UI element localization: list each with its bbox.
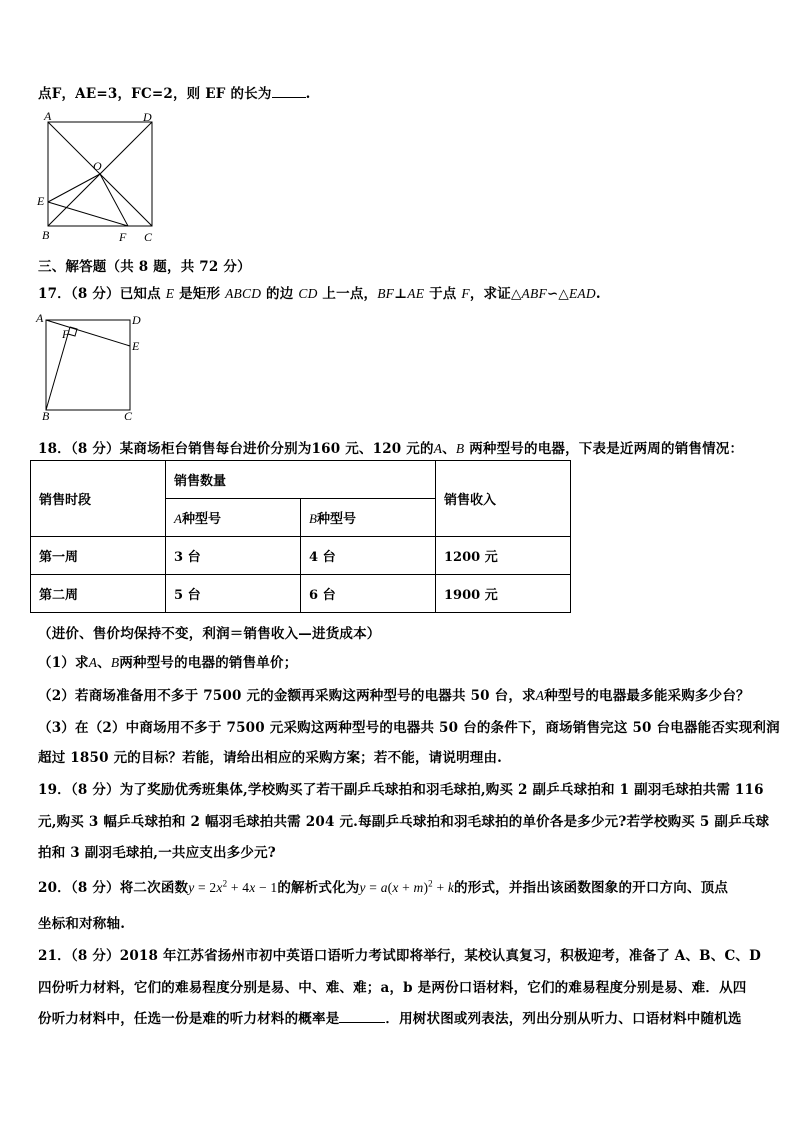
q18-p2-a: （2）若商场准备用不多于 7500 元的金额再采购这两种型号的电器共 50 台，求 [38, 688, 536, 704]
label-a: A [44, 109, 52, 123]
q17-abf: ABF [521, 286, 547, 301]
q18-suffix: 两种型号的电器，下表是近两周的销售情况： [464, 441, 744, 457]
header-type-b-label: 种型号 [316, 512, 356, 527]
q17-prefix: 17．（8 分）已知点 [38, 286, 161, 302]
q17-abcd: ABCD [225, 286, 262, 301]
q18-part1 [38, 651, 297, 671]
q17-t7: ∽△ [546, 286, 569, 302]
q19-line1: 19．（8 分）为了奖励优秀班集体,学校购买了若干副乒乓球拍和羽毛球拍,购买 2 副乒乓球拍和 1 副羽毛球拍共需 116 [38, 782, 764, 798]
q17-t2: 的边 [261, 286, 299, 302]
q18-p2-type-a: A [535, 688, 545, 703]
header-type-a-letter: A [174, 511, 182, 526]
q18-p1-a: （1）求 [38, 655, 89, 671]
cell-income: 1200 元 [436, 537, 571, 575]
q21-line1: 21．（8 分）2018 年江苏省扬州市初中英语口语听力考试即将举行，某校认真复习，积极迎考，准备了 A、B、C、D [38, 948, 762, 964]
label-b: B [42, 409, 50, 422]
label-d: D [132, 313, 141, 327]
cell-income: 1900 元 [436, 575, 571, 613]
label-b: B [42, 228, 50, 242]
figure-q17-rectangle [32, 310, 152, 422]
q18-p2-b: 种型号的电器最多能采购多少台？ [544, 688, 750, 704]
q17-t4: ⊥ [394, 286, 408, 302]
q19-line3: 拍和 3 副羽毛球拍,一共应支出多少元? [38, 845, 276, 861]
table-row [31, 575, 571, 613]
q17-ead: EAD [568, 286, 596, 301]
q17-f: F [461, 286, 470, 301]
label-c: C [124, 409, 133, 422]
answer-blank [339, 1010, 385, 1023]
segment-eo [48, 174, 100, 202]
cell-a: 3 台 [166, 537, 301, 575]
q18-part3-line2: 超过 1850 元的目标？若能，请给出相应的采购方案；若不能，请说明理由. [38, 750, 503, 766]
answer-blank [272, 85, 306, 98]
q21-line3-b: ．用树状图或列表法，列出分别从听力、口语材料中随机选 [385, 1011, 742, 1027]
q21-line3 [38, 1007, 742, 1027]
q18-prefix: 18．（8 分）某商场柜台销售每台进价分别为160 元、120 元的 [38, 441, 434, 457]
q20-suffix: 的形式，并指出该函数图象的开口方向、顶点 [454, 880, 729, 896]
section-title: 三、解答题（共 8 题，共 72 分） [38, 259, 251, 275]
q16-text-a: 点F，AE=3，FC=2，则 EF 的长为 [38, 86, 272, 102]
q16-text-b: . [305, 86, 311, 102]
sales-table [30, 460, 571, 613]
q17-point-e: E [165, 286, 175, 301]
q18-text [38, 437, 743, 457]
label-o: O [93, 159, 102, 173]
q18-note: （进价、售价均保持不变，利润＝销售收入—进货成本） [38, 626, 381, 642]
formula-quadratic: $y = 2x^2 + 4x - 1$ [188, 878, 278, 895]
label-c: C [144, 230, 153, 244]
cell-period: 第一周 [31, 537, 166, 575]
q17-t8: . [595, 286, 601, 302]
q17-t3: 上一点， [317, 286, 378, 302]
label-a: A [36, 311, 44, 325]
q18-p1-mid: 、 [97, 655, 111, 671]
q18-type-b: B [455, 441, 465, 456]
label-d: D [143, 110, 152, 124]
cell-b: 4 台 [301, 537, 436, 575]
cell-a: 5 台 [166, 575, 301, 613]
label-f: F [62, 327, 70, 341]
segment-ae [46, 320, 130, 346]
q18-type-a: A [433, 441, 443, 456]
header-type-a [166, 499, 301, 537]
q17-t5: 于点 [424, 286, 462, 302]
segment-of [100, 174, 128, 226]
q17-text [38, 282, 601, 302]
figure-q16-square [30, 108, 170, 248]
q20-prefix: 20．（8 分）将二次函数 [38, 880, 189, 896]
q18-mid: 、 [442, 441, 456, 457]
formula-vertex-form: $y = a(x + m)^2 + k$ [359, 878, 455, 895]
header-quantity: 销售数量 [166, 461, 436, 499]
header-type-a-label: 种型号 [181, 512, 221, 527]
q21-line3-a: 份听力材料中，任选一份是难的听力材料的概率是 [38, 1011, 340, 1027]
q21-line2: 四份听力材料，它们的难易程度分别是易、中、难、难；a，b 是两份口语材料，它们的难易程度分别是易、难．从四 [38, 980, 747, 996]
q17-bf: BF [377, 286, 395, 301]
q18-p1-type-b: B [110, 655, 120, 670]
q18-p1-type-a: A [88, 655, 98, 670]
q17-t6: ，求证△ [469, 286, 522, 302]
q17-ae: AE [407, 286, 425, 301]
q20-line2: 坐标和对称轴. [38, 916, 126, 932]
label-e: E [132, 339, 140, 353]
cell-period: 第二周 [31, 575, 166, 613]
q17-cd: CD [298, 286, 318, 301]
header-period: 销售时段 [31, 461, 166, 537]
header-type-b [301, 499, 436, 537]
label-f: F [119, 230, 127, 244]
q17-t1: 是矩形 [174, 286, 226, 302]
header-income: 销售收入 [436, 461, 571, 537]
q18-part2 [38, 684, 750, 704]
header-type-b-letter: B [309, 511, 317, 526]
q20-mid: 的解析式化为 [277, 880, 360, 896]
cell-b: 6 台 [301, 575, 436, 613]
q16-text [38, 82, 310, 102]
q20-line1 [38, 876, 728, 896]
q19-line2: 元,购买 3 幅乒乓球拍和 2 幅羽毛球拍共需 204 元.每副乒乓球拍和羽毛球拍的单价各是多少元?若学校购买 5 副乒乓球 [38, 814, 770, 830]
label-e: E [37, 194, 45, 208]
q18-part3-line1: （3）在（2）中商场用不多于 7500 元采购这两种型号的电器共 50 台的条件下，商场销售完这 50 台电器能否实现利润 [38, 720, 780, 736]
table-row [31, 537, 571, 575]
q18-p1-b: 两种型号的电器的销售单价； [119, 655, 298, 671]
